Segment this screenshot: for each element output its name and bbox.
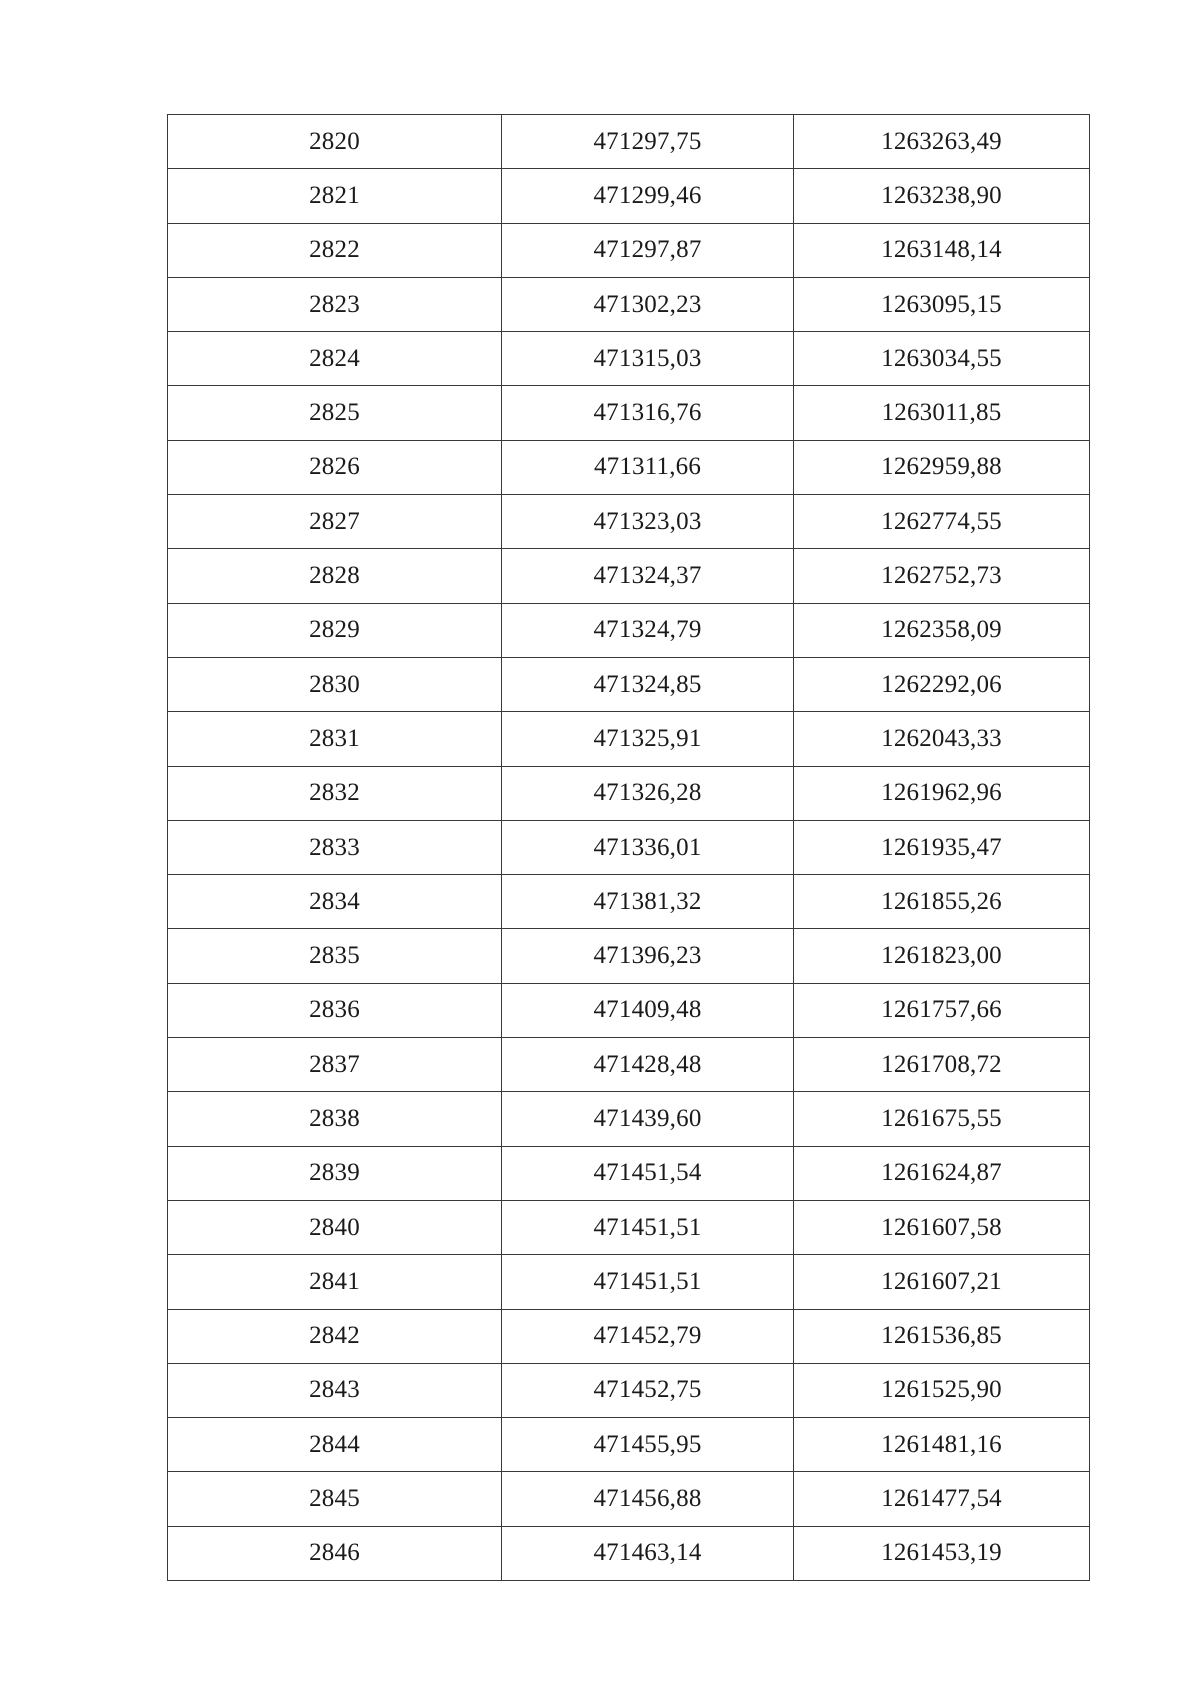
point-number-cell: 2824 [168, 332, 502, 386]
y-coordinate-cell: 1262752,73 [794, 549, 1090, 603]
x-coordinate-cell: 471409,48 [502, 983, 794, 1037]
point-number-cell: 2839 [168, 1146, 502, 1200]
x-coordinate-cell: 471451,51 [502, 1255, 794, 1309]
point-number-cell: 2837 [168, 1038, 502, 1092]
y-coordinate-cell: 1261624,87 [794, 1146, 1090, 1200]
y-coordinate-cell: 1263148,14 [794, 223, 1090, 277]
point-number-cell: 2840 [168, 1200, 502, 1254]
point-number-cell: 2832 [168, 766, 502, 820]
y-coordinate-cell: 1261453,19 [794, 1526, 1090, 1580]
x-coordinate-cell: 471326,28 [502, 766, 794, 820]
table-row [168, 875, 1090, 929]
point-number-cell: 2827 [168, 495, 502, 549]
x-coordinate-cell: 471455,95 [502, 1418, 794, 1472]
point-number-cell: 2825 [168, 386, 502, 440]
y-coordinate-cell: 1261823,00 [794, 929, 1090, 983]
table-row [168, 1309, 1090, 1363]
y-coordinate-cell: 1261962,96 [794, 766, 1090, 820]
x-coordinate-cell: 471451,54 [502, 1146, 794, 1200]
table-row [168, 1418, 1090, 1472]
y-coordinate-cell: 1262774,55 [794, 495, 1090, 549]
point-number-cell: 2846 [168, 1526, 502, 1580]
y-coordinate-cell: 1261935,47 [794, 820, 1090, 874]
table-row [168, 332, 1090, 386]
y-coordinate-cell: 1261536,85 [794, 1309, 1090, 1363]
point-number-cell: 2845 [168, 1472, 502, 1526]
table-row [168, 929, 1090, 983]
x-coordinate-cell: 471452,79 [502, 1309, 794, 1363]
y-coordinate-cell: 1261855,26 [794, 875, 1090, 929]
point-number-cell: 2835 [168, 929, 502, 983]
y-coordinate-cell: 1263095,15 [794, 277, 1090, 331]
x-coordinate-cell: 471297,75 [502, 115, 794, 169]
table-row [168, 1526, 1090, 1580]
table-row [168, 277, 1090, 331]
x-coordinate-cell: 471452,75 [502, 1363, 794, 1417]
table-row [168, 603, 1090, 657]
point-number-cell: 2820 [168, 115, 502, 169]
x-coordinate-cell: 471299,46 [502, 169, 794, 223]
x-coordinate-cell: 471323,03 [502, 495, 794, 549]
point-number-cell: 2843 [168, 1363, 502, 1417]
y-coordinate-cell: 1262358,09 [794, 603, 1090, 657]
y-coordinate-cell: 1262043,33 [794, 712, 1090, 766]
x-coordinate-cell: 471439,60 [502, 1092, 794, 1146]
table-row [168, 115, 1090, 169]
point-number-cell: 2823 [168, 277, 502, 331]
point-number-cell: 2833 [168, 820, 502, 874]
table-row [168, 440, 1090, 494]
point-number-cell: 2844 [168, 1418, 502, 1472]
point-number-cell: 2822 [168, 223, 502, 277]
table-row [168, 712, 1090, 766]
y-coordinate-cell: 1261481,16 [794, 1418, 1090, 1472]
table-row [168, 1255, 1090, 1309]
x-coordinate-cell: 471315,03 [502, 332, 794, 386]
table-row [168, 983, 1090, 1037]
table-row [168, 386, 1090, 440]
y-coordinate-cell: 1263238,90 [794, 169, 1090, 223]
point-number-cell: 2828 [168, 549, 502, 603]
y-coordinate-cell: 1262292,06 [794, 657, 1090, 711]
y-coordinate-cell: 1261607,58 [794, 1200, 1090, 1254]
y-coordinate-cell: 1261477,54 [794, 1472, 1090, 1526]
x-coordinate-cell: 471324,85 [502, 657, 794, 711]
x-coordinate-cell: 471381,32 [502, 875, 794, 929]
table-row [168, 820, 1090, 874]
x-coordinate-cell: 471297,87 [502, 223, 794, 277]
point-number-cell: 2830 [168, 657, 502, 711]
table-row [168, 223, 1090, 277]
x-coordinate-cell: 471324,79 [502, 603, 794, 657]
point-number-cell: 2829 [168, 603, 502, 657]
y-coordinate-cell: 1261757,66 [794, 983, 1090, 1037]
x-coordinate-cell: 471324,37 [502, 549, 794, 603]
y-coordinate-cell: 1262959,88 [794, 440, 1090, 494]
y-coordinate-cell: 1261607,21 [794, 1255, 1090, 1309]
x-coordinate-cell: 471451,51 [502, 1200, 794, 1254]
y-coordinate-cell: 1261525,90 [794, 1363, 1090, 1417]
point-number-cell: 2821 [168, 169, 502, 223]
table-row [168, 1363, 1090, 1417]
x-coordinate-cell: 471336,01 [502, 820, 794, 874]
point-number-cell: 2842 [168, 1309, 502, 1363]
table-body [168, 115, 1090, 1581]
y-coordinate-cell: 1263011,85 [794, 386, 1090, 440]
y-coordinate-cell: 1261708,72 [794, 1038, 1090, 1092]
x-coordinate-cell: 471325,91 [502, 712, 794, 766]
table-row [168, 1200, 1090, 1254]
table-row [168, 1092, 1090, 1146]
point-number-cell: 2834 [168, 875, 502, 929]
table-row [168, 495, 1090, 549]
x-coordinate-cell: 471302,23 [502, 277, 794, 331]
x-coordinate-cell: 471456,88 [502, 1472, 794, 1526]
point-number-cell: 2831 [168, 712, 502, 766]
y-coordinate-cell: 1261675,55 [794, 1092, 1090, 1146]
table-row [168, 1472, 1090, 1526]
x-coordinate-cell: 471316,76 [502, 386, 794, 440]
x-coordinate-cell: 471463,14 [502, 1526, 794, 1580]
point-number-cell: 2841 [168, 1255, 502, 1309]
point-number-cell: 2836 [168, 983, 502, 1037]
x-coordinate-cell: 471396,23 [502, 929, 794, 983]
y-coordinate-cell: 1263263,49 [794, 115, 1090, 169]
point-number-cell: 2826 [168, 440, 502, 494]
x-coordinate-cell: 471428,48 [502, 1038, 794, 1092]
table-row [168, 657, 1090, 711]
table-row [168, 549, 1090, 603]
point-number-cell: 2838 [168, 1092, 502, 1146]
table-row [168, 766, 1090, 820]
y-coordinate-cell: 1263034,55 [794, 332, 1090, 386]
table-row [168, 1146, 1090, 1200]
table-row [168, 1038, 1090, 1092]
x-coordinate-cell: 471311,66 [502, 440, 794, 494]
table-row [168, 169, 1090, 223]
coordinates-table [167, 114, 1090, 1581]
